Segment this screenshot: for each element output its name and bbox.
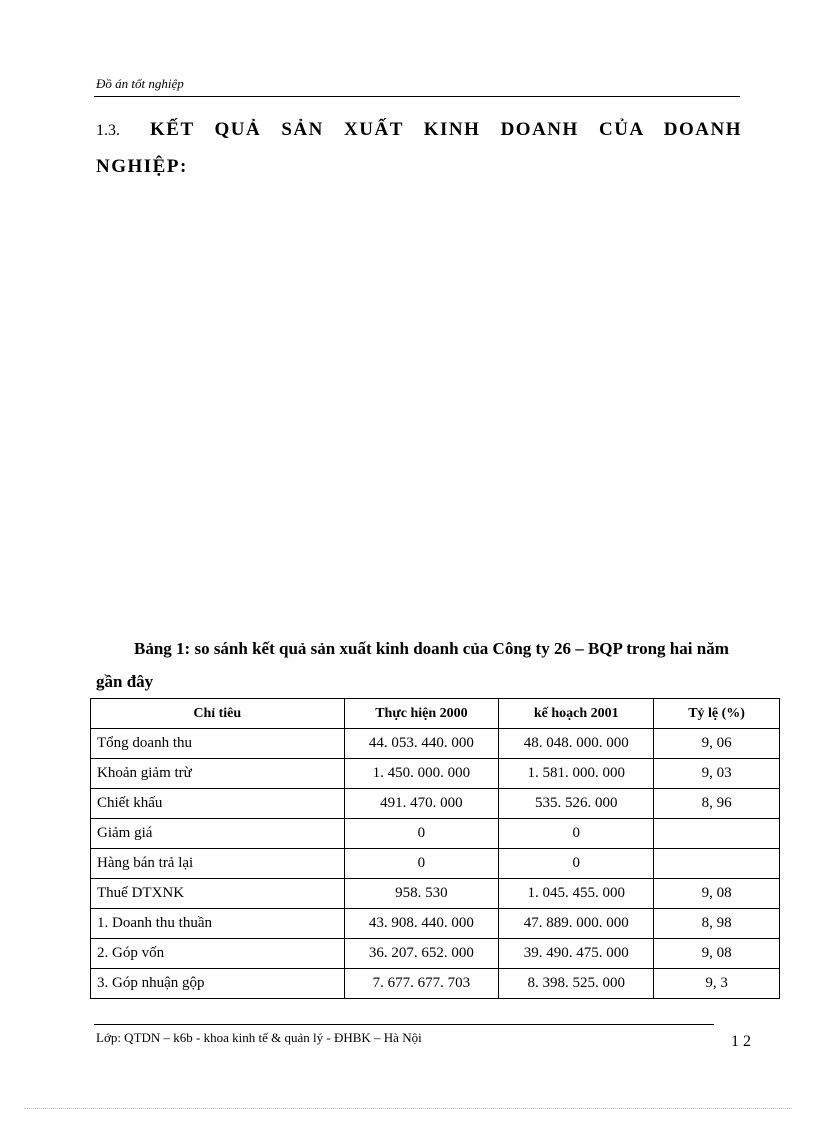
table-cell: 958. 530 bbox=[344, 879, 499, 909]
table-cell: 0 bbox=[344, 849, 499, 879]
table-cell: 491. 470. 000 bbox=[344, 789, 499, 819]
section-title: KẾT QUẢ SẢN XUẤT KINH DOANH CỦA DOANH NGHIỆP: bbox=[96, 119, 742, 177]
table-cell: 1. 581. 000. 000 bbox=[499, 759, 654, 789]
table-cell: Giảm giá bbox=[91, 819, 345, 849]
results-table bbox=[90, 698, 780, 999]
column-header: Tỷ lệ (%) bbox=[654, 699, 780, 729]
table-cell: 1. 045. 455. 000 bbox=[499, 879, 654, 909]
section-heading bbox=[96, 112, 742, 185]
table-cell: 43. 908. 440. 000 bbox=[344, 909, 499, 939]
table-cell: 0 bbox=[499, 819, 654, 849]
table-row bbox=[91, 729, 780, 759]
section-number: 1.3. bbox=[96, 122, 120, 139]
page-edge-dotted-rule bbox=[24, 1108, 792, 1109]
table-caption-text: Bảng 1: so sánh kết quả sản xuất kinh doanh của Công ty 26 – BQP trong hai năm gần đây bbox=[96, 639, 729, 691]
table-cell: 0 bbox=[344, 819, 499, 849]
table-cell: 535. 526. 000 bbox=[499, 789, 654, 819]
table-cell: 9, 03 bbox=[654, 759, 780, 789]
table-row bbox=[91, 939, 780, 969]
column-header: kế hoạch 2001 bbox=[499, 699, 654, 729]
page-number: 1 2 bbox=[731, 1033, 751, 1050]
table-row bbox=[91, 879, 780, 909]
table-cell: Hàng bán trả lại bbox=[91, 849, 345, 879]
table-cell: 7. 677. 677. 703 bbox=[344, 969, 499, 999]
table-cell: 8, 98 bbox=[654, 909, 780, 939]
table-cell: 9, 3 bbox=[654, 969, 780, 999]
table-cell: 1. Doanh thu thuần bbox=[91, 909, 345, 939]
table-cell: 39. 490. 475. 000 bbox=[499, 939, 654, 969]
table-cell: 8, 96 bbox=[654, 789, 780, 819]
table-row bbox=[91, 819, 780, 849]
table-cell: 47. 889. 000. 000 bbox=[499, 909, 654, 939]
table-cell bbox=[654, 819, 780, 849]
table-row bbox=[91, 789, 780, 819]
header-rule bbox=[94, 96, 740, 97]
column-header: Thực hiện 2000 bbox=[344, 699, 499, 729]
table-cell: 36. 207. 652. 000 bbox=[344, 939, 499, 969]
table-cell: Khoản giảm trừ bbox=[91, 759, 345, 789]
table-caption bbox=[96, 632, 742, 698]
table-cell: Tổng doanh thu bbox=[91, 729, 345, 759]
table-cell: Chiết khấu bbox=[91, 789, 345, 819]
table-cell: 44. 053. 440. 000 bbox=[344, 729, 499, 759]
table-cell: 9, 08 bbox=[654, 879, 780, 909]
running-header: Đồ án tốt nghiệp bbox=[96, 76, 184, 91]
table-cell: 3. Góp nhuận gộp bbox=[91, 969, 345, 999]
table-cell: 48. 048. 000. 000 bbox=[499, 729, 654, 759]
table-cell: Thuế DTXNK bbox=[91, 879, 345, 909]
table-row bbox=[91, 909, 780, 939]
table-cell: 9, 06 bbox=[654, 729, 780, 759]
table-cell: 8. 398. 525. 000 bbox=[499, 969, 654, 999]
table-row bbox=[91, 849, 780, 879]
table-cell bbox=[654, 849, 780, 879]
footer-rule bbox=[94, 1024, 714, 1025]
table-cell: 0 bbox=[499, 849, 654, 879]
table-header-row bbox=[91, 699, 780, 729]
running-footer: Lớp: QTDN – k6b - khoa kinh tế & quản lý - ĐHBK – Hà Nội bbox=[96, 1030, 422, 1045]
table-cell: 2. Góp vốn bbox=[91, 939, 345, 969]
column-header: Chỉ tiêu bbox=[91, 699, 345, 729]
table-row bbox=[91, 969, 780, 999]
table-cell: 9, 08 bbox=[654, 939, 780, 969]
table-row bbox=[91, 759, 780, 789]
table-cell: 1. 450. 000. 000 bbox=[344, 759, 499, 789]
